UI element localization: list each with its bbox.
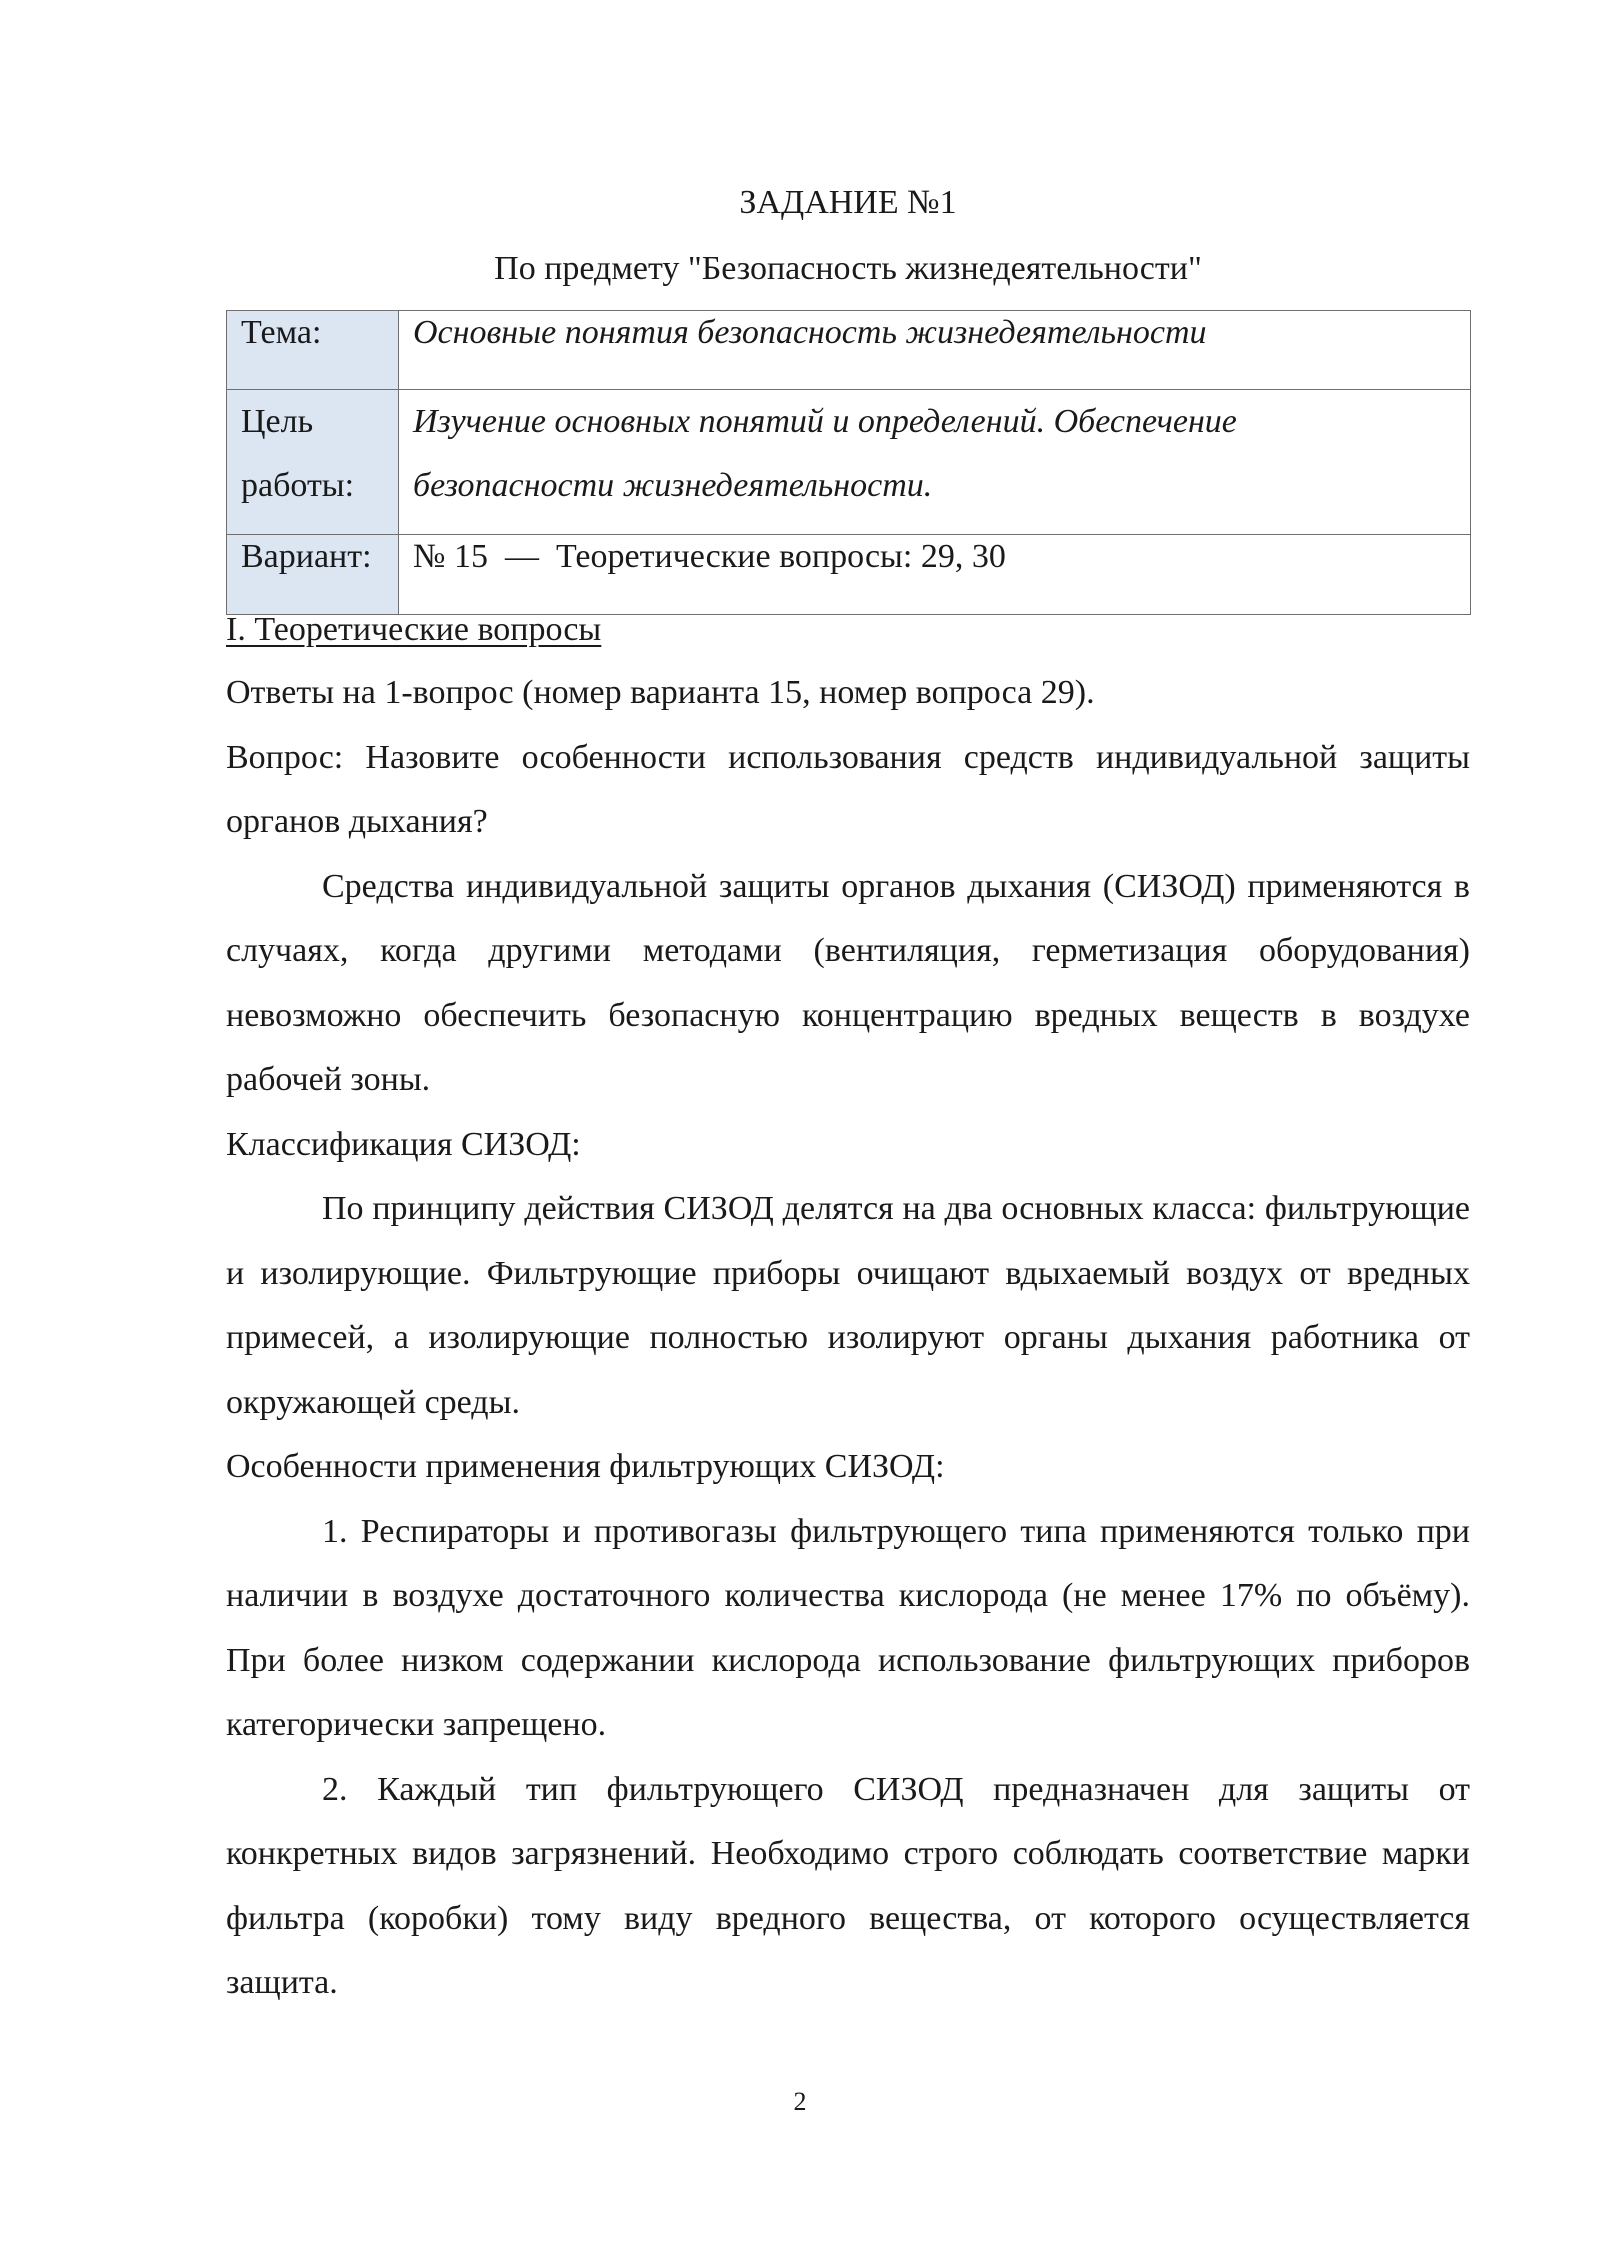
classification-heading: Классификация СИЗОД:	[226, 1125, 581, 1163]
paragraph-sizod-intro: Средства индивидуальной защиты органов дыхания (СИЗОД) применяются в случаях, когда другими методами (вентиляция, герметизация оборудования) невозможно обеспечить безопасную концентрацию вредных веществ в воздухе рабочей зоны.	[226, 867, 1470, 1098]
question-text: Вопрос: Назовите особенности использования средств индивидуальной защиты органов дыхания?	[226, 738, 1470, 840]
page-title: ЗАДАНИЕ №1	[739, 184, 957, 221]
assignment-info-table	[226, 310, 1471, 615]
list-item: 1. Респираторы и противогазы фильтрующего типа применяются только при наличии в воздухе достаточного количества кислорода (не менее 17% по объёму). При более низком содержании кислорода использование фильтрующих приборов категорически запрещено.	[226, 1512, 1470, 1743]
goal-value-line2: безопасности жизнедеятельности.	[413, 467, 933, 504]
goal-value	[399, 390, 1471, 535]
table-row-topic	[227, 311, 1471, 390]
variant-value: № 15 — Теоретические вопросы: 29, 30	[399, 535, 1471, 615]
table-row-variant	[227, 535, 1471, 615]
paragraph-classification: По принципу действия СИЗОД делятся на два основных класса: фильтрующие и изолирующие. Фильтрующие приборы очищают вдыхаемый воздух от вредных примесей, а изолирующие полностью изолируют органы дыхания работника от окружающей среды.	[226, 1190, 1470, 1421]
features-heading: Особенности применения фильтрующих СИЗОД:	[226, 1448, 945, 1485]
answer-intro: Ответы на 1-вопрос (номер варианта 15, номер вопроса 29).	[226, 674, 1095, 711]
section-title: I. Теоретические вопросы	[226, 611, 602, 648]
document-body	[226, 611, 1470, 2016]
variant-label: Вариант:	[227, 535, 399, 615]
topic-label: Тема:	[227, 311, 399, 390]
goal-label-line1: Цель	[241, 403, 314, 440]
list-item: 2. Каждый тип фильтрующего СИЗОД предназначен для защиты от конкретных видов загрязнений. Необходимо строго соблюдать соответствие марки фильтра (коробки) тому виду вредного вещества, от которого осуществляется защита.	[226, 1770, 1470, 2001]
goal-label-line2: работы:	[241, 467, 355, 504]
page-subtitle: По предмету "Безопасность жизнедеятельности"	[494, 250, 1202, 287]
goal-value-line1: Изучение основных понятий и определений. Обеспечение	[413, 403, 1237, 440]
table-row-goal	[227, 390, 1471, 535]
page-number: 2	[793, 2087, 807, 2116]
goal-label	[227, 390, 399, 535]
topic-value: Основные понятия безопасность жизнедеятельности	[399, 311, 1471, 390]
